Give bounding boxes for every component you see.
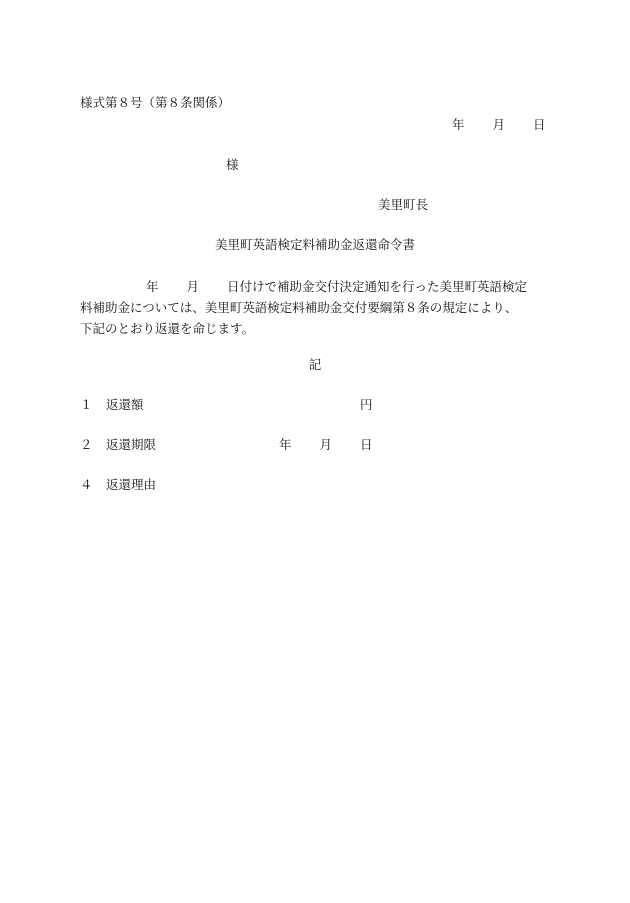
item-label: 返還期限 [106,437,157,452]
document-title: 美里町英語検定料補助金返還命令書 [214,237,415,252]
item-label: 返還理由 [106,477,157,492]
deadline-year-label: 年 [279,437,292,452]
date-month-label: 月 [492,117,506,132]
body-line-1 [80,276,550,297]
ki-heading: 記 [308,357,322,372]
form-number: 様式第８号（第８条関係） [80,95,231,110]
addressee-suffix: 様 [226,157,239,172]
body-line-2: 料補助金については、美里町英語検定料補助金交付要綱第８条の規定により、 [80,300,518,315]
item-refund-deadline [80,437,156,453]
deadline-day-label: 日 [360,437,373,452]
item-refund-reason [80,477,156,493]
issue-date [452,117,546,133]
deadline-month-label: 月 [319,437,333,452]
body-text [80,276,550,339]
body-month-label: 月 [186,279,200,294]
item-label: 返還額 [106,397,144,412]
body-year-label: 年 [146,279,159,294]
deadline-date [279,437,373,453]
item-refund-amount [80,397,144,413]
date-day-label: 日 [533,117,546,132]
body-line-1-text: 日付けで補助金交付決定通知を行った美里町英語検定 [227,279,528,294]
item-number: １ [80,397,93,412]
date-year-label: 年 [452,117,465,132]
yen-unit: 円 [360,397,373,412]
item-number: ４ [80,477,93,492]
item-number: ２ [80,437,93,452]
issuer-name: 美里町長 [378,197,429,212]
body-line-3: 下記のとおり返還を命じます。 [80,321,255,336]
